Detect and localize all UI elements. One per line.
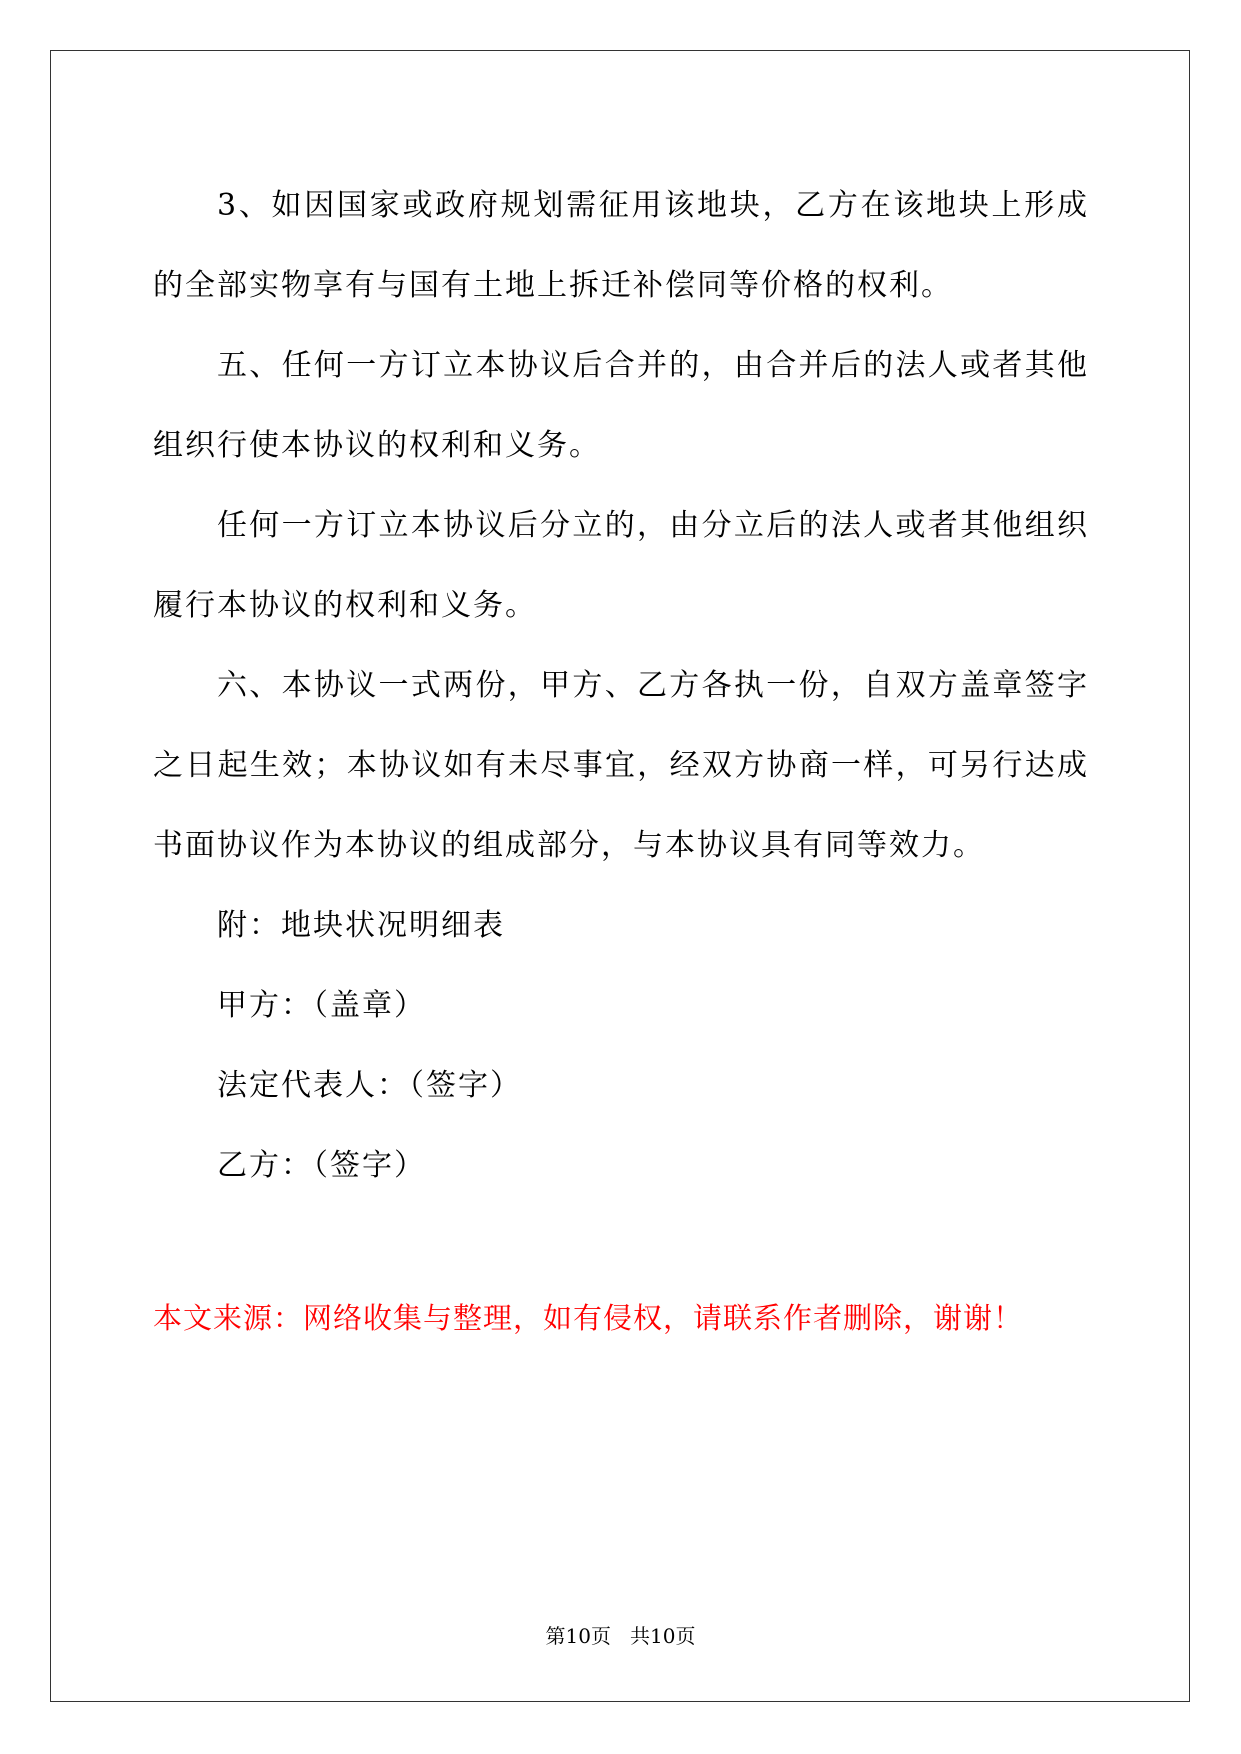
paragraph-clause-5-split: 任何一方订立本协议后分立的，由分立后的法人或者其他组织履行本协议的权利和义务。	[153, 508, 1089, 623]
attachment-line: 附：地块状况明细表	[217, 908, 505, 943]
party-b-signature-line: 乙方：（签字）	[217, 1148, 426, 1183]
party-a-signature-line: 甲方：（盖章）	[217, 988, 426, 1023]
paragraph-clause-3: 3、如因国家或政府规划需征用该地块，乙方在该地块上形成的全部实物享有与国有土地上拆迁补偿同等价格的权利。	[153, 188, 1089, 303]
page-total: 共10页	[630, 1624, 696, 1648]
paragraph-clause-5: 五、任何一方订立本协议后合并的，由合并后的法人或者其他组织行使本协议的权利和义务。	[153, 348, 1089, 463]
paragraph-clause-6: 六、本协议一式两份，甲方、乙方各执一份，自双方盖章签字之日起生效；本协议如有未尽事宜，经双方协商一样，可另行达成书面协议作为本协议的组成部分，与本协议具有同等效力。	[153, 668, 1089, 863]
legal-representative-line: 法定代表人：（签字）	[217, 1068, 522, 1103]
page-footer	[0, 1620, 1241, 1649]
document-body	[153, 166, 1089, 1206]
source-notice: 本文来源：网络收集与整理，如有侵权，请联系作者删除，谢谢！	[153, 1301, 1024, 1335]
page-number: 第10页	[545, 1624, 611, 1648]
